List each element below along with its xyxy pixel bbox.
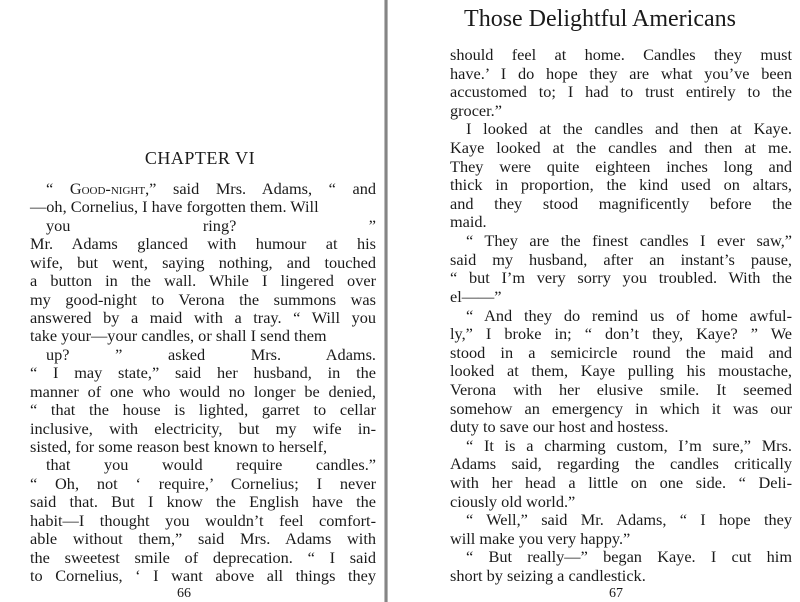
right-line-1: have.’ I do hope they are what you’ve been bbox=[450, 64, 792, 83]
left-line-16: “ Oh, not ‘ require,’ Cornelius; I never bbox=[30, 474, 376, 493]
left-line-17: said that. But I know the English have the bbox=[30, 492, 376, 511]
chapter-heading: CHAPTER VI bbox=[144, 148, 256, 168]
left-line-15: that you would require candles.” bbox=[46, 455, 376, 474]
left-line-6: my good-night to Verona the summons was bbox=[30, 290, 376, 309]
right-line-18: Verona with her elusive smile. It seemed bbox=[450, 380, 792, 399]
right-line-8: and they stood magnificently before the bbox=[450, 194, 792, 213]
right-line-15: ly,” I broke in; “ don’t they, Kaye? ” We bbox=[450, 324, 792, 343]
left-line-19: able without them,” said Mrs. Adams with bbox=[30, 529, 376, 548]
right-line-3: grocer.” bbox=[450, 101, 502, 120]
right-line-7: thick in proportion, the kind used on altars, bbox=[450, 175, 792, 194]
right-line-14: “ And they do remind us of home awful- bbox=[466, 306, 792, 325]
right-line-23: with her head a little on one side. “ Deli- bbox=[450, 473, 792, 492]
left-line-21: to Cornelius, ‘ I want above all things they bbox=[30, 566, 376, 585]
left-line-11: manner of one who would no longer be denied, bbox=[30, 382, 376, 401]
left-line-9: up? ” asked Mrs. Adams. bbox=[46, 345, 376, 364]
right-line-16: stood in a semicircle round the maid and bbox=[450, 343, 792, 362]
right-line-13: el——” bbox=[450, 287, 502, 306]
left-line-20: the sweetest smile of deprecation. “ I said bbox=[30, 548, 376, 567]
left-line-3: Mr. Adams glanced with humour at his bbox=[30, 234, 376, 253]
right-line-28: short by seizing a candlestick. bbox=[450, 566, 646, 585]
left-page-number: 66 bbox=[177, 586, 191, 601]
right-line-9: maid. bbox=[450, 212, 487, 231]
right-line-17: looked at them, Kaye pulling his moustache, bbox=[450, 361, 792, 380]
left-line-5: a button in the wall. While I lingered over bbox=[30, 271, 376, 290]
left-line-14: sisted, for some reason best known to herself, bbox=[30, 437, 328, 456]
right-line-10: “ They are the finest candles I ever saw,” bbox=[466, 231, 792, 250]
left-line-2: you ring? ” bbox=[46, 216, 376, 235]
right-line-21: “ It is a charming custom, I’m sure,” Mrs. bbox=[466, 436, 792, 455]
right-line-4: I looked at the candles and then at Kaye. bbox=[466, 119, 792, 138]
right-line-0: should feel at home. Candles they must bbox=[450, 45, 792, 64]
left-line-10: “ I may state,” said her husband, in the bbox=[30, 363, 376, 382]
right-line-20: duty to save our host and hostess. bbox=[450, 417, 669, 436]
right-line-11: said my husband, after an instant’s pause, bbox=[450, 250, 792, 269]
right-line-22: Adams said, regarding the candles critically bbox=[450, 454, 792, 473]
left-line-4: wife, but went, saying nothing, and touched bbox=[30, 253, 376, 272]
left-line-8: take your—your candles, or shall I send them bbox=[30, 326, 327, 345]
left-line-18: habit—I thought you wouldn’t feel comfort- bbox=[30, 511, 376, 530]
right-page-number: 67 bbox=[609, 586, 623, 601]
right-line-26: will make you very happy.” bbox=[450, 529, 631, 548]
left-line-12: “ that the house is lighted, garret to cellar bbox=[30, 400, 376, 419]
right-line-5: Kaye looked at the candles and then at me. bbox=[450, 138, 792, 157]
right-line-12: “ but I’m very sorry you troubled. With the bbox=[450, 268, 792, 287]
right-line-19: somehow an emergency in which it was our bbox=[450, 399, 792, 418]
right-line-25: “ Well,” said Mr. Adams, “ I hope they bbox=[466, 510, 792, 529]
right-line-2: accustomed to; I had to trust entirely to the bbox=[450, 82, 792, 101]
left-line-7: answered by a maid with a tray. “ Will you bbox=[30, 308, 376, 327]
right-line-24: ciously old world.” bbox=[450, 492, 576, 511]
opening-smallcaps: Good-night, bbox=[69, 179, 150, 198]
left-line-0: “ Good-night,” said Mrs. Adams, “ and bbox=[46, 179, 377, 198]
right-line-27: “ But really—” began Kaye. I cut him bbox=[466, 547, 792, 566]
left-line-13: inclusive, with electricity, but my wife in- bbox=[30, 419, 376, 438]
right-line-6: They were quite eighteen inches long and bbox=[450, 157, 792, 176]
left-line-1: —oh, Cornelius, I have forgotten them. Will bbox=[30, 197, 319, 216]
running-head: Those Delightful Americans bbox=[464, 6, 736, 32]
